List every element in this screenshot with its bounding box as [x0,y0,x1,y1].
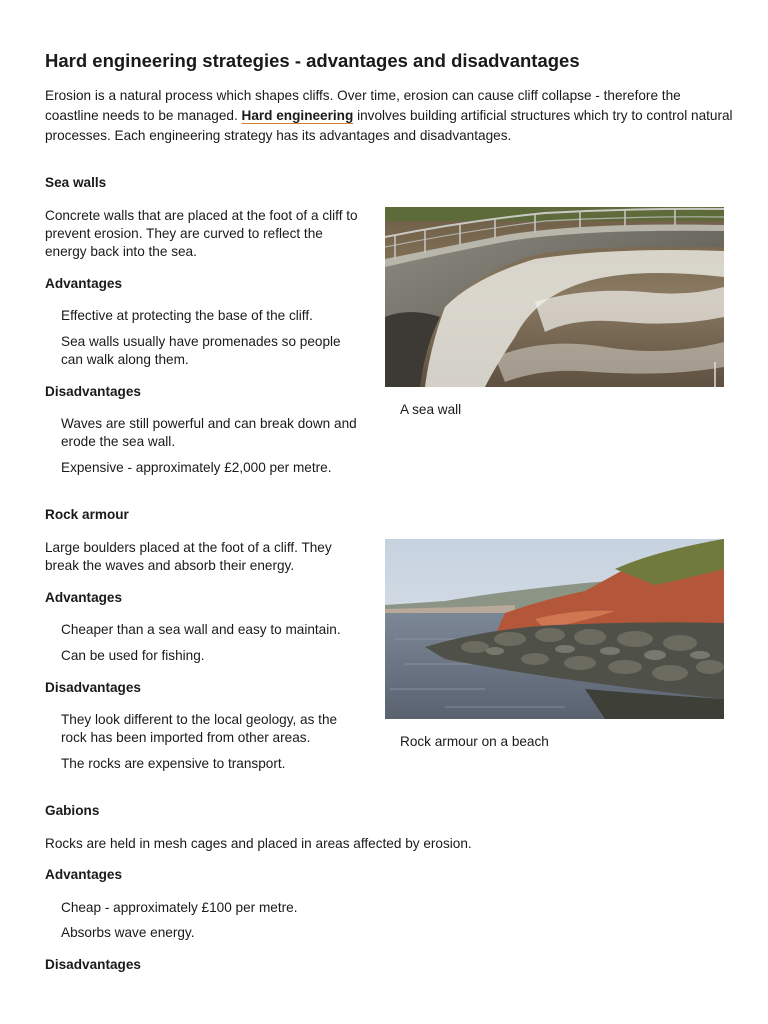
intro-paragraph [45,86,735,146]
page-title: Hard engineering strategies - advantages and disadvantages [45,50,580,71]
sea-walls-disadvantages-label: Disadvantages [45,384,141,399]
rock-armour-disadvantage-2: The rocks are expensive to transport. [61,756,286,771]
sea-walls-disadvantage-2: Expensive - approximately £2,000 per metre. [61,460,332,475]
sea-wall-caption: A sea wall [400,402,462,417]
rock-armour-photo [385,539,724,719]
sea-walls-disadvantage-1: Waves are still powerful and can break down and erode the sea wall. [61,416,357,449]
gabions-advantage-1: Cheap - approximately £100 per metre. [61,900,298,915]
gabions-advantages-label: Advantages [45,867,123,882]
rock-armour-disadvantage-1: They look different to the local geology, as the rock has been imported from other areas. [61,712,338,745]
rock-armour-heading: Rock armour [45,507,129,522]
gabions-disadvantages-label: Disadvantages [45,957,141,972]
rock-armour-advantage-1: Cheaper than a sea wall and easy to maintain. [61,622,341,637]
gabions-description: Rocks are held in mesh cages and placed in areas affected by erosion. [45,836,472,851]
rock-armour-disadvantages-label: Disadvantages [45,680,141,695]
sea-wall-photo [385,207,724,387]
rock-armour-caption: Rock armour on a beach [400,734,549,749]
sea-walls-advantage-2: Sea walls usually have promenades so people can walk along them. [61,334,341,367]
intro-text-after: involves building artificial structures which try to control natural processes. Each engineering strategy has its advantages and disadvantages. [45,108,733,143]
rock-armour-advantages-label: Advantages [45,590,123,605]
intro-text-before: Erosion is a natural process which shapes cliffs. Over time, erosion can cause cliff collapse - therefore the coastline needs to be managed. [45,88,681,123]
sea-walls-advantage-1: Effective at protecting the base of the cliff. [61,308,313,323]
gabions-heading: Gabions [45,803,100,818]
sea-walls-heading: Sea walls [45,175,107,190]
sea-walls-description: Concrete walls that are placed at the foot of a cliff to prevent erosion. They are curved to reflect the energy back into the sea. [45,208,358,259]
rock-armour-description: Large boulders placed at the foot of a cliff. They break the waves and absorb their energy. [45,540,332,573]
gabions-advantage-2: Absorbs wave energy. [61,925,195,940]
sea-walls-advantages-label: Advantages [45,276,123,291]
rock-armour-advantage-2: Can be used for fishing. [61,648,205,663]
hard-engineering-link[interactable]: Hard engineering [241,108,354,123]
